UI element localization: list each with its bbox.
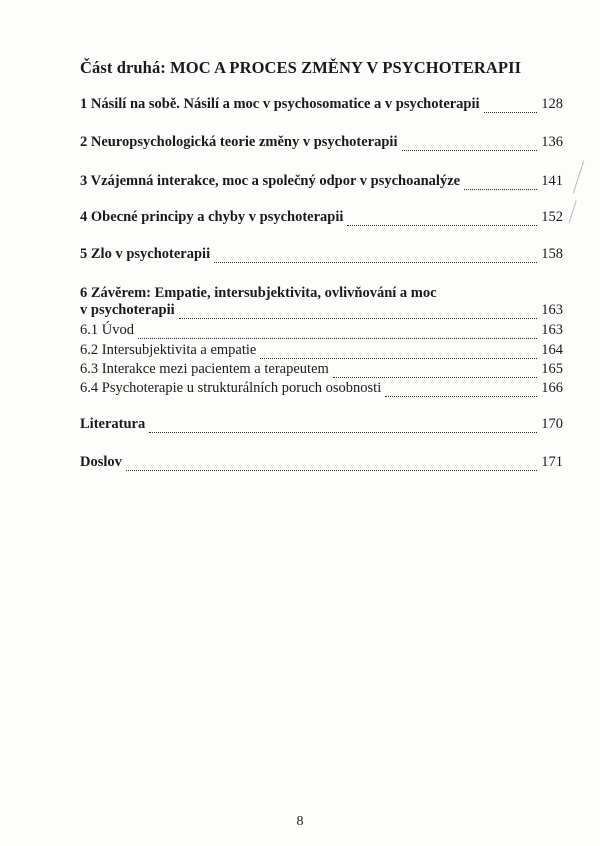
toc-entry-section-6-3	[80, 361, 563, 381]
toc-entry-title: Doslov	[80, 454, 122, 470]
toc-entry-title: 1 Násilí na sobě. Násilí a moc v psychosomatice a v psychoterapii	[80, 96, 480, 112]
toc-entry-chapter-1	[80, 96, 563, 116]
scan-mark	[573, 161, 584, 194]
toc-entry-title: 6.2 Intersubjektivita a empatie	[80, 342, 257, 358]
toc-entry-page: 141	[541, 173, 563, 189]
toc-entry-page: 128	[541, 96, 563, 112]
toc-entry-title: 6 Závěrem: Empatie, intersubjektivita, ovlivňování a moc	[80, 285, 437, 301]
toc-entry-title: 5 Zlo v psychoterapii	[80, 246, 211, 262]
toc-entry-chapter-2	[80, 134, 563, 154]
toc-entry-page: 164	[541, 342, 563, 358]
toc-entry-page: 163	[541, 302, 563, 318]
dot-leader	[347, 224, 537, 226]
toc-entry-title: 6.1 Úvod	[80, 322, 134, 338]
dot-leader	[126, 469, 537, 471]
toc-entry-title: v psychoterapii	[80, 302, 175, 318]
toc-entry-title: 2 Neuropsychologická teorie změny v psychoterapii	[80, 134, 398, 150]
dot-leader	[179, 317, 538, 319]
toc-entry-section-6-1	[80, 322, 563, 342]
toc-entry-literatura	[80, 416, 563, 436]
toc-entry-page: 136	[541, 134, 563, 150]
part-heading: Část druhá: MOC A PROCES ZMĚNY V PSYCHOTERAPII	[80, 58, 522, 77]
dot-leader	[138, 337, 537, 339]
toc-entry-section-6-4	[80, 380, 563, 400]
toc-entry-chapter-3	[80, 173, 563, 193]
toc-entry-page: 166	[541, 380, 563, 396]
toc-entry-page: 170	[541, 416, 563, 432]
dot-leader	[149, 431, 537, 433]
dot-leader	[260, 357, 537, 359]
toc-entry-page: 158	[541, 246, 563, 262]
page-number: 8	[296, 814, 304, 829]
dot-leader	[385, 395, 537, 397]
toc-entry-title: 4 Obecné principy a chyby v psychoterapii	[80, 209, 344, 225]
toc-entry-page: 165	[541, 361, 563, 377]
toc-entry-title: 3 Vzájemná interakce, moc a společný odpor v psychoanalýze	[80, 173, 461, 189]
dot-leader	[214, 261, 537, 263]
scan-mark	[568, 200, 576, 223]
toc-entry-title: 6.4 Psychoterapie u strukturálních poruch osobnosti	[80, 380, 382, 396]
toc-entry-section-6-2	[80, 342, 563, 362]
dot-leader	[333, 376, 537, 378]
toc-entry-page: 163	[541, 322, 563, 338]
dot-leader	[464, 188, 537, 190]
toc-entry-page: 171	[541, 454, 563, 470]
toc-entry-chapter-5	[80, 246, 563, 266]
toc-entry-title: Literatura	[80, 416, 146, 432]
dot-leader	[402, 149, 538, 151]
toc-entry-page: 152	[541, 209, 563, 225]
toc-entry-title: 6.3 Interakce mezi pacientem a terapeutem	[80, 361, 329, 377]
toc-entry-chapter-6-line-2	[80, 302, 563, 322]
dot-leader	[484, 111, 538, 113]
toc-entry-chapter-4	[80, 209, 563, 229]
toc-entry-doslov	[80, 454, 563, 474]
